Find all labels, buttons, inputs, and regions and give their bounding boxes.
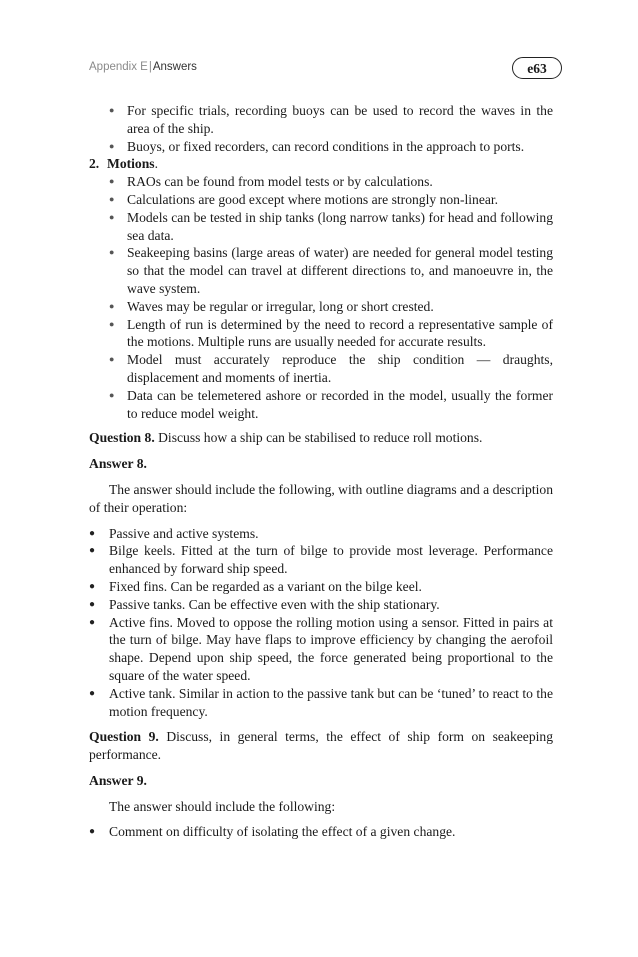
question-label: Question 9.: [89, 729, 159, 745]
running-head: [89, 61, 197, 73]
answer-9-label: Answer 9.: [89, 772, 147, 788]
list-item: ● Active tank. Similar in action to the passive tank but can be ‘tuned’ to react to the motion frequency.: [89, 685, 553, 721]
answer-9-bullet-list: [89, 823, 553, 841]
list-item: ● Bilge keels. Fitted at the turn of bilge to provide most leverage. Performance enhanced by forward ship speed.: [89, 542, 553, 578]
question-9: [89, 728, 553, 764]
question-text: Discuss, in general terms, the effect of ship form on seakeeping performance.: [89, 729, 553, 763]
item-heading: Motions: [107, 156, 155, 172]
list-item: ● Models can be tested in ship tanks (long narrow tanks) for head and following sea data.: [89, 209, 553, 245]
top-bullet-list: [89, 102, 553, 155]
list-item: ● Data can be telemetered ashore or recorded in the model, usually the former to reduce model weight.: [89, 387, 553, 423]
list-item: ● For specific trials, recording buoys can be used to record the waves in the area of the ship.: [89, 102, 553, 138]
list-item: ● Length of run is determined by the need to record a representative sample of the motions. Multiple runs are usually needed for accurate results.: [89, 316, 553, 352]
list-item: ● Model must accurately reproduce the ship condition — draughts, displacement and moments of inertia.: [89, 351, 553, 387]
item-heading-suffix: .: [154, 156, 158, 172]
numbered-item-motions: [89, 155, 553, 173]
item-number: 2.: [89, 156, 100, 172]
answer-8-intro: The answer should include the following, with outline diagrams and a description of their operation:: [89, 481, 553, 515]
running-head-title: Answers: [152, 61, 197, 73]
list-item: ● Passive and active systems.: [89, 525, 553, 543]
answer-8-bullet-list: [89, 525, 553, 721]
question-text: Discuss how a ship can be stabilised to reduce roll motions.: [154, 430, 483, 446]
list-item: ● Fixed fins. Can be regarded as a variant on the bilge keel.: [89, 578, 553, 596]
list-item: ● RAOs can be found from model tests or by calculations.: [89, 173, 553, 191]
page-body: [89, 102, 553, 841]
list-item: ● Passive tanks. Can be effective even with the ship stationary.: [89, 596, 553, 614]
answer-8-label: Answer 8.: [89, 456, 147, 472]
question-8: [89, 429, 553, 447]
running-head-section: Appendix E: [89, 61, 148, 73]
list-item: ● Comment on difficulty of isolating the effect of a given change.: [89, 823, 553, 841]
motions-bullet-list: [89, 173, 553, 422]
list-item: ● Buoys, or fixed recorders, can record conditions in the approach to ports.: [89, 138, 553, 156]
list-item: ● Waves may be regular or irregular, long or short crested.: [89, 298, 553, 316]
list-item: ● Active fins. Moved to oppose the rolling motion using a sensor. Fitted in pairs at the turn of bilge. May have flaps to improve efficiency by changing the aerofoil shape. Depend upon ship speed, the force generated being proportional to the square of the water speed.: [89, 614, 553, 685]
running-head-separator: |: [148, 61, 152, 73]
page-number-badge: e63: [512, 57, 562, 79]
answer-9-intro: The answer should include the following:: [109, 798, 336, 814]
page-header: [89, 57, 562, 83]
question-label: Question 8.: [89, 430, 155, 446]
list-item: ● Calculations are good except where motions are strongly non-linear.: [89, 191, 553, 209]
list-item: ● Seakeeping basins (large areas of water) are needed for general model testing so that the model can travel at different directions to, and manoeuvre in, the wave system.: [89, 244, 553, 297]
